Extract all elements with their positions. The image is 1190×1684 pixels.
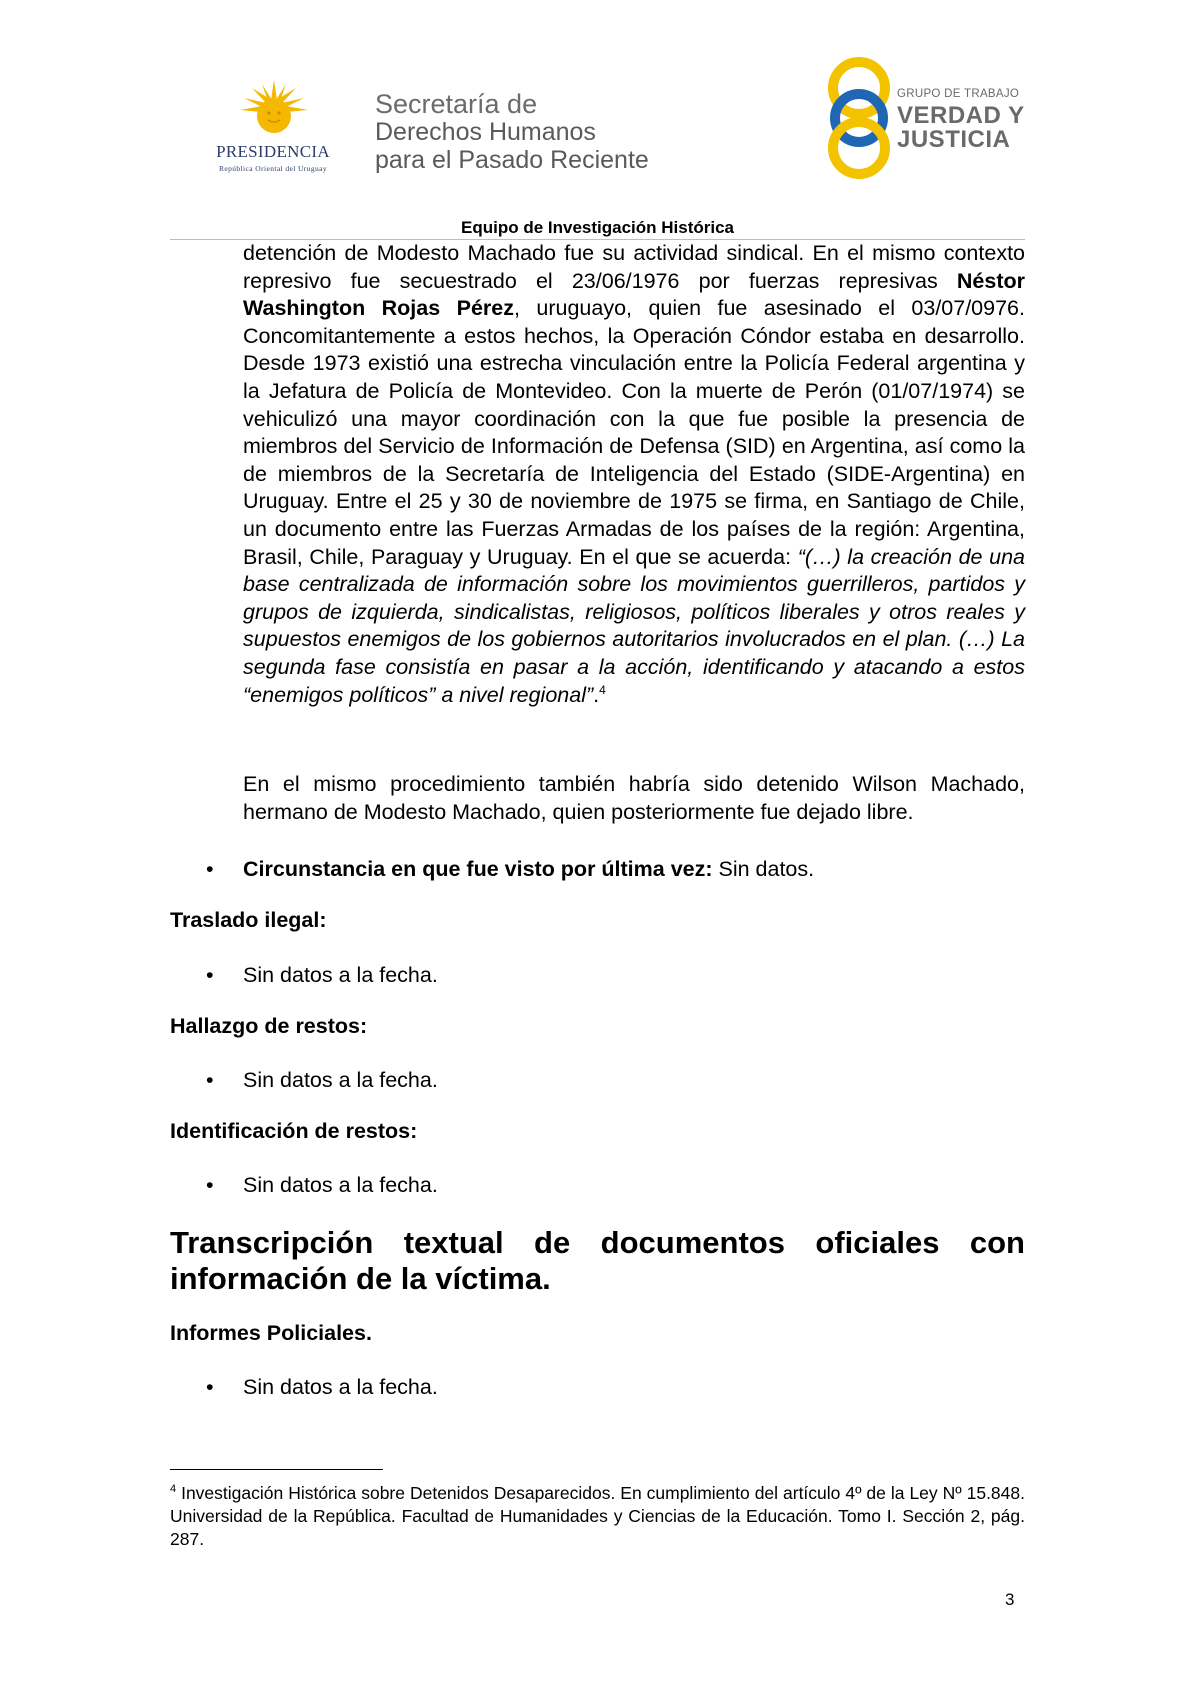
footnote-number: 4 bbox=[170, 1483, 177, 1495]
bullet-icon: • bbox=[206, 1375, 214, 1399]
transcription-heading-line-2: información de la víctima. bbox=[170, 1261, 551, 1296]
hallazgo-item: Sin datos a la fecha. bbox=[243, 1068, 438, 1092]
vyj-line-2: JUSTICIA bbox=[897, 126, 1011, 153]
secretaria-line-2: Derechos Humanos bbox=[375, 118, 596, 146]
bullet-icon: • bbox=[206, 963, 214, 987]
section-heading-traslado: Traslado ilegal: bbox=[170, 908, 327, 932]
informes-item: Sin datos a la fecha. bbox=[243, 1375, 438, 1399]
interlocked-rings-icon bbox=[822, 56, 896, 180]
circumstance-label: Circunstancia en que fue visto por última vez: bbox=[243, 857, 713, 881]
section-heading-informes: Informes Policiales. bbox=[170, 1321, 372, 1345]
footnote-divider bbox=[170, 1469, 383, 1470]
main-paragraph-continuation: , uruguayo, quien fue asesinado el 03/07/0976. Concomitantemente a estos hechos, la Operación Cóndor estaba en desarrollo. Desde 1973 existió una estrecha vinculación entre la Policía Federal argentina y la Jefatura de Policía de Montevideo. Con la muerte de Perón (01/07/1974) se vehiculizó una mayor coordinación con la que fue posible la presencia de miembros del Servicio de Información de Defensa (SID) en Argentina, así como la de miembros de la Secretaría de Inteligencia del Estado (SIDE-Argentina) en Uruguay. Entre el 25 y 30 de noviembre de 1975 se firma, en Santiago de Chile, un documento entre las Fuerzas Armadas de los países de la región: Argentina, Brasil, Chile, Paraguay y Uruguay. En el que se acuerda: bbox=[243, 296, 1025, 569]
section-heading-hallazgo: Hallazgo de restos: bbox=[170, 1014, 368, 1038]
bullet-icon: • bbox=[206, 1068, 214, 1092]
main-paragraph-text: detención de Modesto Machado fue su actividad sindical. En el mismo contexto represivo fue secuestrado el 23/06/1976 por fuerzas represivas bbox=[243, 241, 1025, 293]
footnote bbox=[170, 1478, 1025, 1551]
identificacion-item: Sin datos a la fecha. bbox=[243, 1173, 438, 1197]
circumstance-value: Sin datos. bbox=[712, 857, 815, 881]
secretaria-line-1: Secretaría de bbox=[375, 89, 538, 119]
victim-name: Néstor Washington Rojas Pérez bbox=[243, 268, 1025, 321]
page-number: 3 bbox=[1005, 1590, 1015, 1609]
section-heading-identificacion: Identificación de restos: bbox=[170, 1119, 418, 1143]
footnote-reference[interactable]: 4 bbox=[599, 682, 606, 697]
bullet-icon: • bbox=[206, 857, 214, 881]
presidencia-title: PRESIDENCIA bbox=[216, 142, 330, 161]
vyj-line-1: VERDAD Y bbox=[897, 102, 1025, 129]
secretaria-line-3: para el Pasado Reciente bbox=[375, 146, 649, 174]
presidencia-subtitle: República Oriental del Uruguay bbox=[218, 164, 327, 173]
wilson-paragraph: En el mismo procedimiento también habría sido detenido Wilson Machado, hermano de Modesto Machado, quien posteriormente fue dejado libre. bbox=[243, 772, 1025, 824]
presidencia-logo bbox=[198, 78, 348, 178]
traslado-item: Sin datos a la fecha. bbox=[243, 963, 438, 987]
main-paragraph bbox=[243, 240, 1025, 709]
vyj-subtitle: GRUPO DE TRABAJO bbox=[897, 88, 1020, 100]
team-title: Equipo de Investigación Histórica bbox=[461, 218, 734, 237]
condor-quote: “(…) la creación de una base centralizada de información sobre los movimientos guerrilleros, partidos y grupos de izquierda, sindicalistas, religiosos, políticos liberales y otros reales y supuestos enemigos de los gobiernos autoritarios involucrados en el plan. (…) La segunda fase consistía en pasar a la acción, identificando y atacando a estos “enemigos políticos” a nivel regional” bbox=[243, 544, 1025, 707]
bullet-icon: • bbox=[206, 1173, 214, 1197]
sun-emblem-icon bbox=[236, 78, 312, 144]
quote-period: . bbox=[593, 682, 600, 707]
footnote-text: Investigación Histórica sobre Detenidos Desaparecidos. En cumplimiento del artículo 4º de la Ley Nº 15.848. Universidad de la República. Facultad de Humanidades y Ciencias de la Educación. Tomo I. Sección 2, pág. 287. bbox=[170, 1482, 1025, 1549]
transcription-heading bbox=[170, 1225, 1025, 1297]
verdad-justicia-logo bbox=[822, 56, 1032, 180]
transcription-heading-line-1: Transcripción textual de documentos oficiales con bbox=[170, 1225, 1025, 1260]
secretaria-title bbox=[375, 90, 649, 174]
